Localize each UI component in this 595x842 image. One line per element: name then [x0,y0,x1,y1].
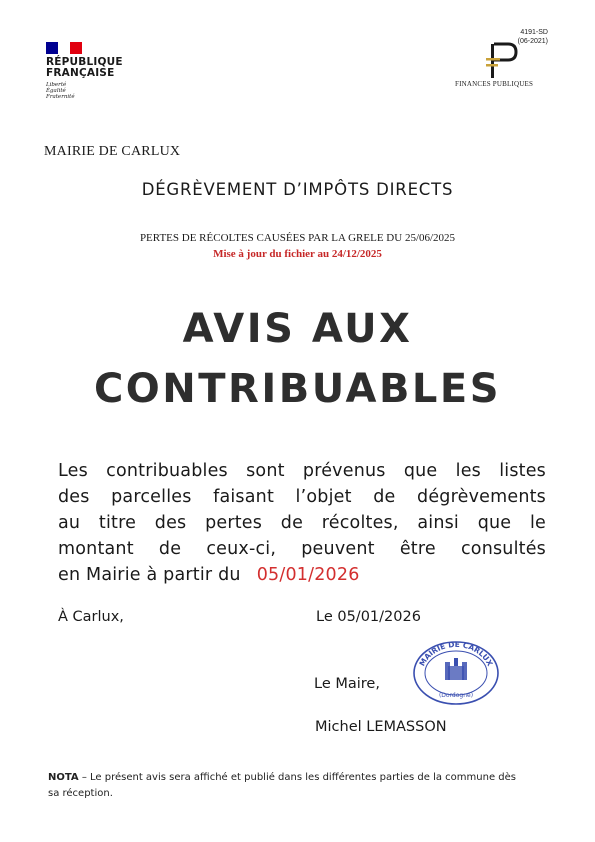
place: À Carlux, [58,609,124,625]
body-line-5 [58,565,360,585]
nota-text: – Le présent avis sera affiché et publié dans les différentes parties de la commune dès sa réception. [48,772,516,799]
finances-publiques-logo-icon [478,38,538,80]
form-code-line1: 4191-SD [520,29,548,36]
form-code-line2: (06-2021) [517,38,548,45]
body-line-2: des parcelles faisant l’objet de dégrèvements [58,487,546,507]
body-line-5-text: en Mairie à partir du [58,565,241,585]
nota-label: NOTA [48,772,79,783]
mairie-heading: MAIRIE DE CARLUX [44,144,181,159]
francaise-label: FRANÇAISE [46,67,115,79]
body-line-3: au titre des pertes de récoltes, ainsi que le [58,513,546,533]
motto [46,82,146,100]
body-line-4: montant de ceux-ci, peuvent être consultés [58,539,546,559]
avis-heading-line2: CONTRIBUABLES [93,366,502,412]
republique-francaise-logo [46,42,146,100]
motto-egalite: Égalité [46,88,66,94]
subtitle: PERTES DE RÉCOLTES CAUSÉES PAR LA GRELE DU 25/06/2025 [139,232,456,244]
signatory-name: Michel LEMASSON [315,719,447,735]
signatory-title: Le Maire, [314,676,380,692]
finances-publiques-label: FINANCES PUBLIQUES [455,80,534,88]
nota-note [48,770,518,802]
consultation-date: 05/01/2026 [256,565,360,585]
update-note: Mise à jour du fichier au 24/12/2025 [213,248,382,260]
svg-text:(Dordogne): (Dordogne) [438,692,474,699]
republique-label: RÉPUBLIQUE [46,56,123,68]
french-flag-icon [46,42,82,54]
body-line-1: Les contribuables sont prévenus que les listes [58,461,546,481]
svg-text:MAIRIE DE CARLUX: MAIRIE DE CARLUX [417,640,495,668]
mairie-stamp-icon [412,640,500,706]
motto-liberte: Liberté [46,82,67,88]
letter-date: Le 05/01/2026 [316,609,421,625]
avis-heading-line1: AVIS AUX [182,306,413,352]
page-title: DÉGRÈVEMENT D’IMPÔTS DIRECTS [141,180,454,199]
motto-fraternite: Fraternité [46,94,75,100]
